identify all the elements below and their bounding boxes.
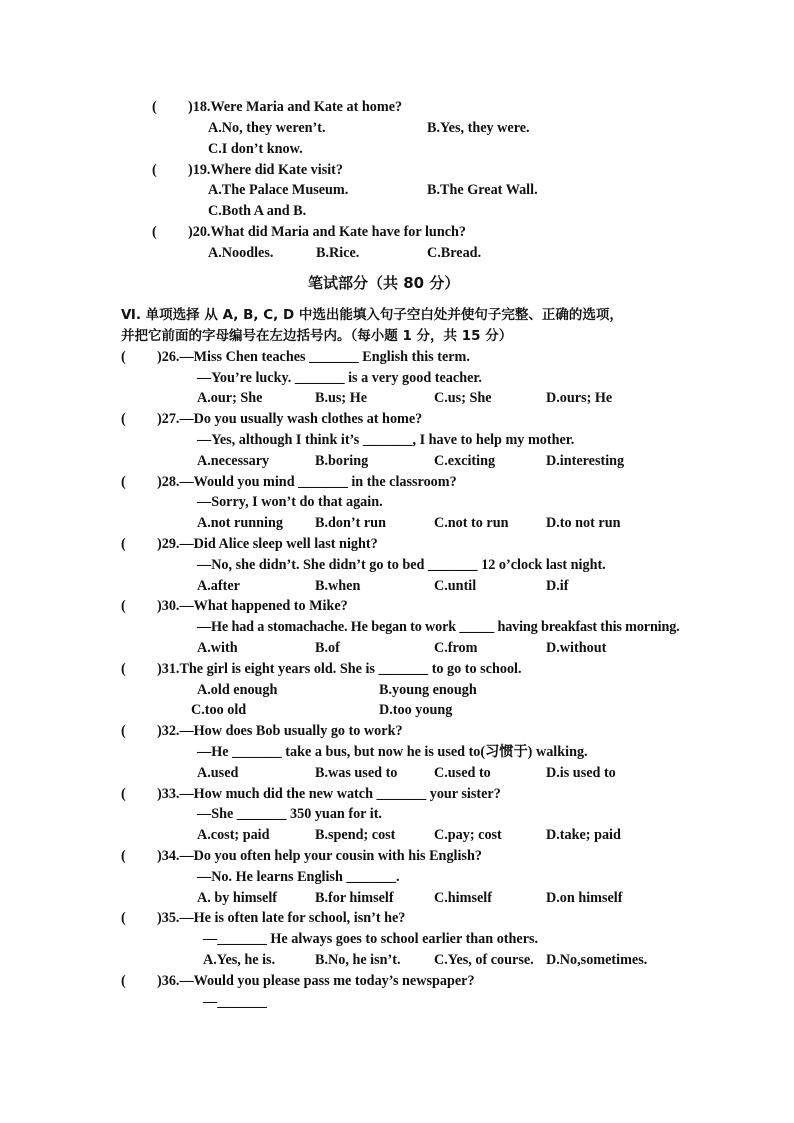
question-stem: )20.What did Maria and Kate have for lunch?: [188, 224, 466, 240]
answer-bracket[interactable]: (: [152, 99, 157, 115]
question-stem: )32.—How does Bob usually go to work?: [157, 723, 403, 739]
question-stem: )31.The girl is eight years old. She is _______ to go to school.: [157, 661, 522, 677]
option-a: A.old enough: [197, 682, 278, 698]
section-vi-instructions-line2: 并把它前面的字母编号在左边括号内。（每小题 1 分，共 15 分）: [121, 328, 513, 344]
answer-bracket[interactable]: (: [121, 910, 126, 926]
option-c: C.exciting: [434, 453, 496, 469]
option-c: C.Both A and B.: [208, 203, 307, 219]
option-a: A. by himself: [197, 890, 278, 906]
option-d: D.ours; He: [546, 390, 613, 406]
section-vi-instructions-line1: Ⅵ. 单项选择 从 A, B, C, D 中选出能填入句子空白处并使句子完整、正确的选项，: [121, 307, 623, 323]
option-c: C.Yes, of course.: [434, 952, 534, 968]
option-b: B.for himself: [315, 890, 394, 906]
option-b: B.when: [315, 578, 361, 594]
option-c: C.Bread.: [427, 245, 482, 261]
option-c: C.until: [434, 578, 477, 594]
option-a: A.after: [197, 578, 240, 594]
option-b: B.of: [315, 640, 340, 656]
question-stem: )19.Where did Kate visit?: [188, 162, 344, 178]
option-b: B.don’t run: [315, 515, 386, 531]
option-a: A.our; She: [197, 390, 263, 406]
question-stem: )30.—What happened to Mike?: [157, 598, 348, 614]
option-c: C.I don’t know.: [208, 141, 303, 157]
question-line2: —_______ He always goes to school earlier than others.: [203, 931, 539, 947]
question-stem: )27.—Do you usually wash clothes at home?: [157, 411, 423, 427]
option-b: B.was used to: [315, 765, 398, 781]
option-d: D.on himself: [546, 890, 623, 906]
question-stem: )18.Were Maria and Kate at home?: [188, 99, 403, 115]
answer-bracket[interactable]: (: [121, 411, 126, 427]
option-a: A.with: [197, 640, 238, 656]
option-a: A.used: [197, 765, 239, 781]
answer-bracket[interactable]: (: [121, 661, 126, 677]
written-section-title: 笔试部分（共 80 分）: [308, 274, 460, 292]
question-line2: —Sorry, I won’t do that again.: [197, 494, 383, 510]
answer-bracket[interactable]: (: [152, 224, 157, 240]
question-stem: )28.—Would you mind _______ in the classroom?: [157, 474, 457, 490]
answer-bracket[interactable]: (: [121, 973, 126, 989]
option-a: A.Noodles.: [208, 245, 274, 261]
option-b: B.Yes, they were.: [427, 120, 530, 136]
option-a: A.The Palace Museum.: [208, 182, 349, 198]
option-c: C.from: [434, 640, 478, 656]
option-d: D.if: [546, 578, 569, 594]
option-c: C.pay; cost: [434, 827, 502, 843]
option-b: B.us; He: [315, 390, 368, 406]
question-line2: —He _______ take a bus, but now he is used to(习惯于) walking.: [197, 744, 588, 760]
question-stem: )34.—Do you often help your cousin with his English?: [157, 848, 482, 864]
option-c: C.us; She: [434, 390, 492, 406]
option-b: B.No, he isn’t.: [315, 952, 401, 968]
option-b: B.young enough: [379, 682, 477, 698]
option-c: C.not to run: [434, 515, 509, 531]
question-stem: )33.—How much did the new watch _______ your sister?: [157, 786, 501, 802]
option-d: D.interesting: [546, 453, 625, 469]
answer-bracket[interactable]: (: [152, 162, 157, 178]
question-line2: —No. He learns English _______.: [197, 869, 400, 885]
question-line2: —You’re lucky. _______ is a very good teacher.: [197, 370, 482, 386]
question-line2: —_______: [203, 994, 267, 1010]
option-a: A.cost; paid: [197, 827, 270, 843]
option-b: B.spend; cost: [315, 827, 396, 843]
option-b: B.Rice.: [316, 245, 360, 261]
question-line2: —No, she didn’t. She didn’t go to bed _______ 12 o’clock last night.: [197, 557, 606, 573]
question-stem: )35.—He is often late for school, isn’t he?: [157, 910, 406, 926]
option-c: C.used to: [434, 765, 491, 781]
question-stem: )26.—Miss Chen teaches _______ English this term.: [157, 349, 470, 365]
option-d: D.to not run: [546, 515, 621, 531]
option-d: D.No,sometimes.: [546, 952, 648, 968]
answer-bracket[interactable]: (: [121, 598, 126, 614]
answer-bracket[interactable]: (: [121, 786, 126, 802]
option-a: A.not running: [197, 515, 283, 531]
option-c: C.himself: [434, 890, 492, 906]
answer-bracket[interactable]: (: [121, 349, 126, 365]
option-b: B.boring: [315, 453, 369, 469]
option-b: B.The Great Wall.: [427, 182, 538, 198]
answer-bracket[interactable]: (: [121, 474, 126, 490]
answer-bracket[interactable]: (: [121, 536, 126, 552]
question-stem: )29.—Did Alice sleep well last night?: [157, 536, 378, 552]
question-line2: —She _______ 350 yuan for it.: [197, 806, 382, 822]
option-a: A.necessary: [197, 453, 270, 469]
option-d: D.take; paid: [546, 827, 621, 843]
option-d: D.without: [546, 640, 607, 656]
option-a: A.Yes, he is.: [203, 952, 276, 968]
answer-bracket[interactable]: (: [121, 723, 126, 739]
question-stem: )36.—Would you please pass me today’s newspaper?: [157, 973, 475, 989]
answer-bracket[interactable]: (: [121, 848, 126, 864]
option-c: C.too old: [191, 702, 247, 718]
question-line2: —Yes, although I think it’s _______, I have to help my mother.: [197, 432, 575, 448]
question-line2: —He had a stomachache. He began to work _____ having breakfast this morning.: [197, 619, 680, 635]
option-d: D.is used to: [546, 765, 616, 781]
option-d: D.too young: [379, 702, 453, 718]
option-a: A.No, they weren’t.: [208, 120, 326, 136]
